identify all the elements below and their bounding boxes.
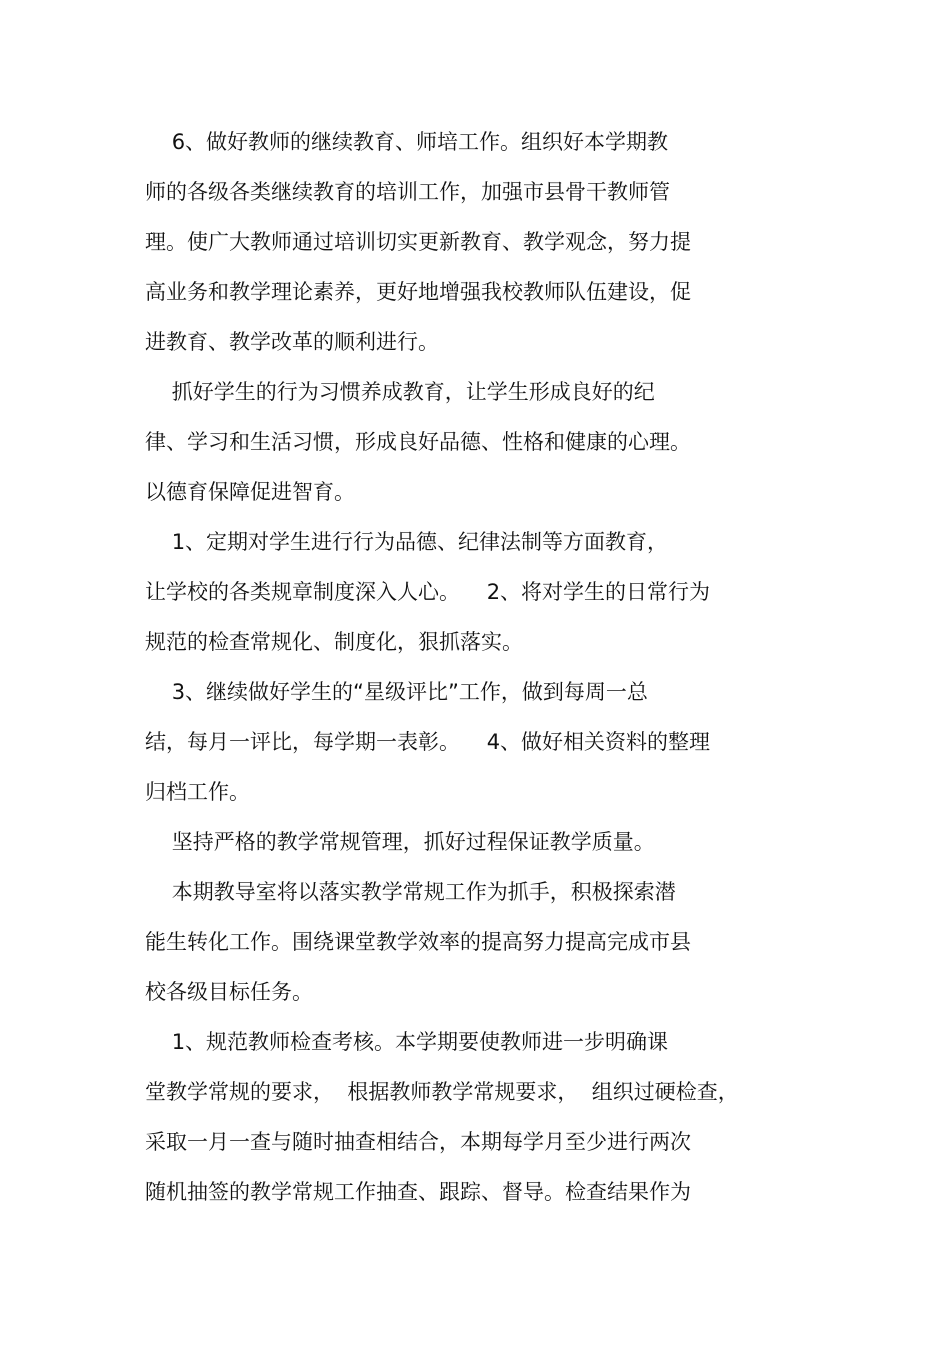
- text-line: 结，每月一评比，每学期一表彰。 4、做好相关资料的整理: [145, 730, 711, 754]
- text-line: 高业务和教学理论素养，更好地增强我校教师队伍建设，促: [145, 280, 691, 304]
- text-line: 进教育、教学改革的顺利进行。: [145, 330, 439, 354]
- text-line: 律、学习和生活习惯，形成良好品德、性格和健康的心理。: [145, 430, 691, 454]
- text-line: 1、规范教师检查考核。本学期要使教师进一步明确课: [145, 1030, 669, 1054]
- body-text: [145, 122, 805, 1222]
- text-line: 3、继续做好学生的“星级评比”工作，做到每周一总: [145, 680, 648, 704]
- text-line: 校各级目标任务。: [145, 980, 313, 1004]
- text-line: 能生转化工作。围绕课堂教学效率的提高努力提高完成市县: [145, 930, 691, 954]
- text-line: 以德育保障促进智育。: [145, 480, 355, 504]
- text-line: 本期教导室将以落实教学常规工作为抓手，积极探索潜: [145, 880, 676, 904]
- text-line: 堂教学常规的要求， 根据教师教学常规要求， 组织过硬检查，: [145, 1080, 739, 1104]
- text-line: 采取一月一查与随时抽查相结合，本期每学月至少进行两次: [145, 1130, 691, 1154]
- text-line: 师的各级各类继续教育的培训工作，加强市县骨干教师管: [145, 180, 670, 204]
- text-line: 理。使广大教师通过培训切实更新教育、教学观念，努力提: [145, 230, 691, 254]
- text-line: 抓好学生的行为习惯养成教育，让学生形成良好的纪: [145, 380, 655, 404]
- text-line: 坚持严格的教学常规管理，抓好过程保证教学质量。: [145, 830, 655, 854]
- text-line: 让学校的各类规章制度深入人心。 2、将对学生的日常行为: [145, 580, 711, 604]
- text-line: 规范的检查常规化、制度化，狠抓落实。: [145, 630, 523, 654]
- text-line: 6、做好教师的继续教育、师培工作。组织好本学期教: [145, 130, 669, 154]
- text-line: 归档工作。: [145, 780, 250, 804]
- text-line: 随机抽签的教学常规工作抽查、跟踪、督导。检查结果作为: [145, 1180, 691, 1204]
- text-line: 1、定期对学生进行行为品德、纪律法制等方面教育，: [145, 530, 669, 554]
